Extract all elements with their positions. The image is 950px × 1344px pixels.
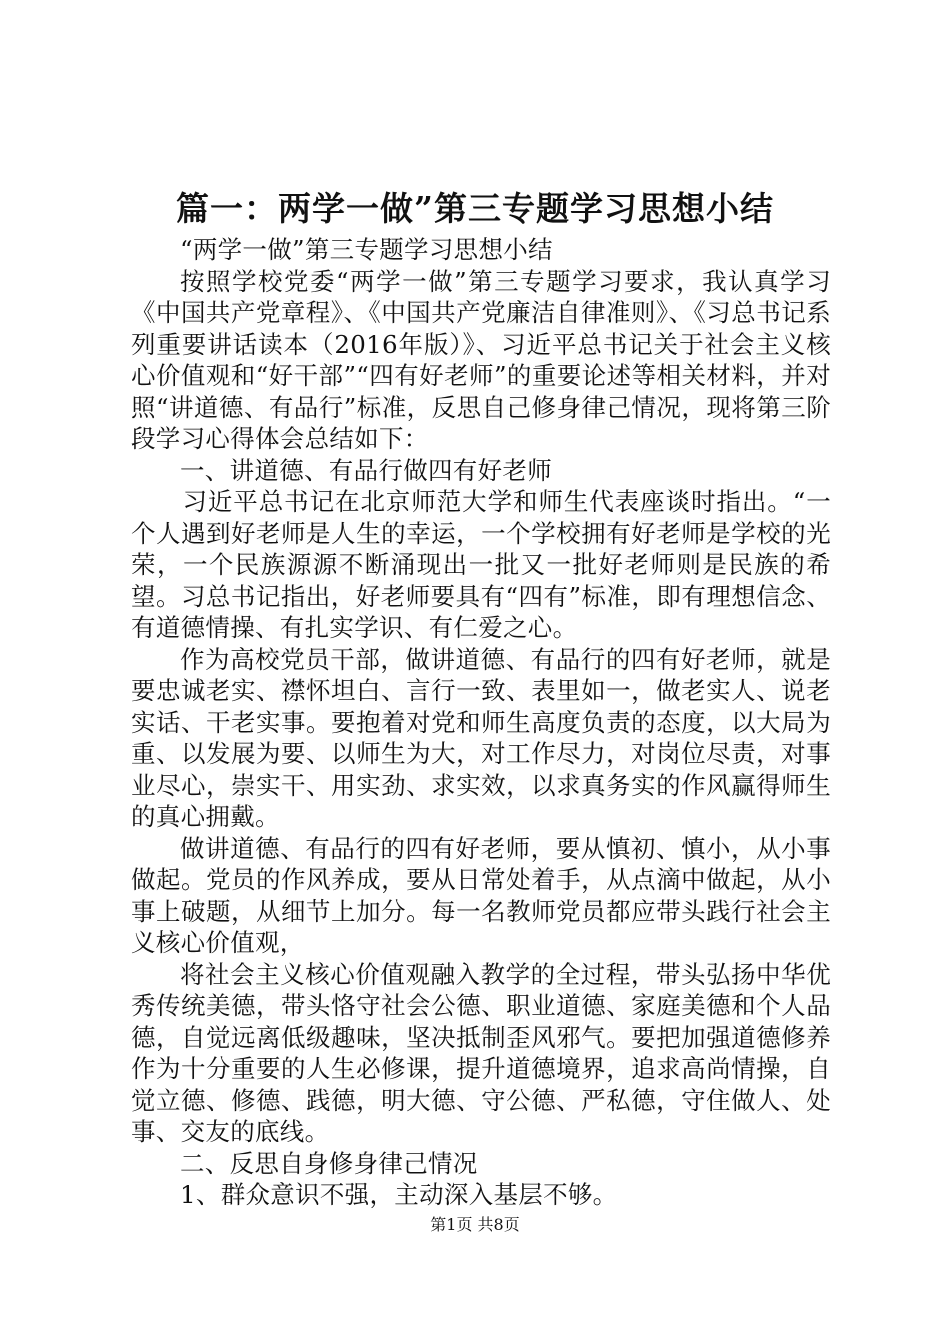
paragraph-subtitle: “两学一做”第三专题学习思想小结 xyxy=(180,235,553,264)
section-heading-2: 二、反思自身修身律己情况 xyxy=(180,1148,478,1178)
page-footer: 第1页 共8页 xyxy=(430,1215,520,1234)
paragraph: 1、群众意识不强，主动深入基层不够。 xyxy=(180,1180,618,1209)
section-heading-1: 一、讲道德、有品行做四有好老师 xyxy=(180,455,552,485)
paragraph: 将社会主义核心价值观融入教学的全过程，带头弘扬中华优秀传统美德，带头恪守社会公德、职业道德、家庭美德和个人品德，自觉远离低级趣味，坚决抵制歪风邪气。要把加强道德修养作为十分重要的人生必修课，提升道德境界，追求高尚情操，自觉立德、修德、践德，明大德、守公德、严私德，守住做人、处事、交友的底线。 xyxy=(131,959,831,1146)
document-title: 篇一：两学一做”第三专题学习思想小结 xyxy=(176,189,774,228)
paragraph-intro: 按照学校党委“两学一做”第三专题学习要求，我认真学习《中国共产党章程》、《中国共产党廉洁自律准则》、《习总书记系列重要讲话读本（2016年版）》、习近平总书记关于社会主义核心价值观和“好干部”“四有好老师”的重要论述等相关材料，并对照“讲道德、有品行”标准，反思自己修身律己情况，现将第三阶段学习心得体会总结如下： xyxy=(131,266,831,453)
paragraph: 做讲道德、有品行的四有好老师，要从慎初、慎小，从小事做起。党员的作风养成，要从日常处着手，从点滴中做起，从小事上破题，从细节上加分。每一名教师党员都应带头践行社会主义核心价值观， xyxy=(131,833,831,957)
paragraph: 作为高校党员干部，做讲道德、有品行的四有好老师，就是要忠诚老实、襟怀坦白、言行一致、表里如一，做老实人、说老实话、干老实事。要抱着对党和师生高度负责的态度，以大局为重、以发展为要、以师生为大，对工作尽力，对岗位尽责，对事业尽心，崇实干、用实劲、求实效，以求真务实的作风赢得师生的真心拥戴。 xyxy=(131,644,831,831)
document-body xyxy=(131,234,831,1211)
paragraph: 习近平总书记在北京师范大学和师生代表座谈时指出。“一个人遇到好老师是人生的幸运，一个学校拥有好老师是学校的光荣，一个民族源源不断涌现出一批又一批好老师则是民族的希望。习总书记指出，好老师要具有“四有”标准，即有理想信念、有道德情操、有扎实学识、有仁爱之心。 xyxy=(131,487,831,642)
